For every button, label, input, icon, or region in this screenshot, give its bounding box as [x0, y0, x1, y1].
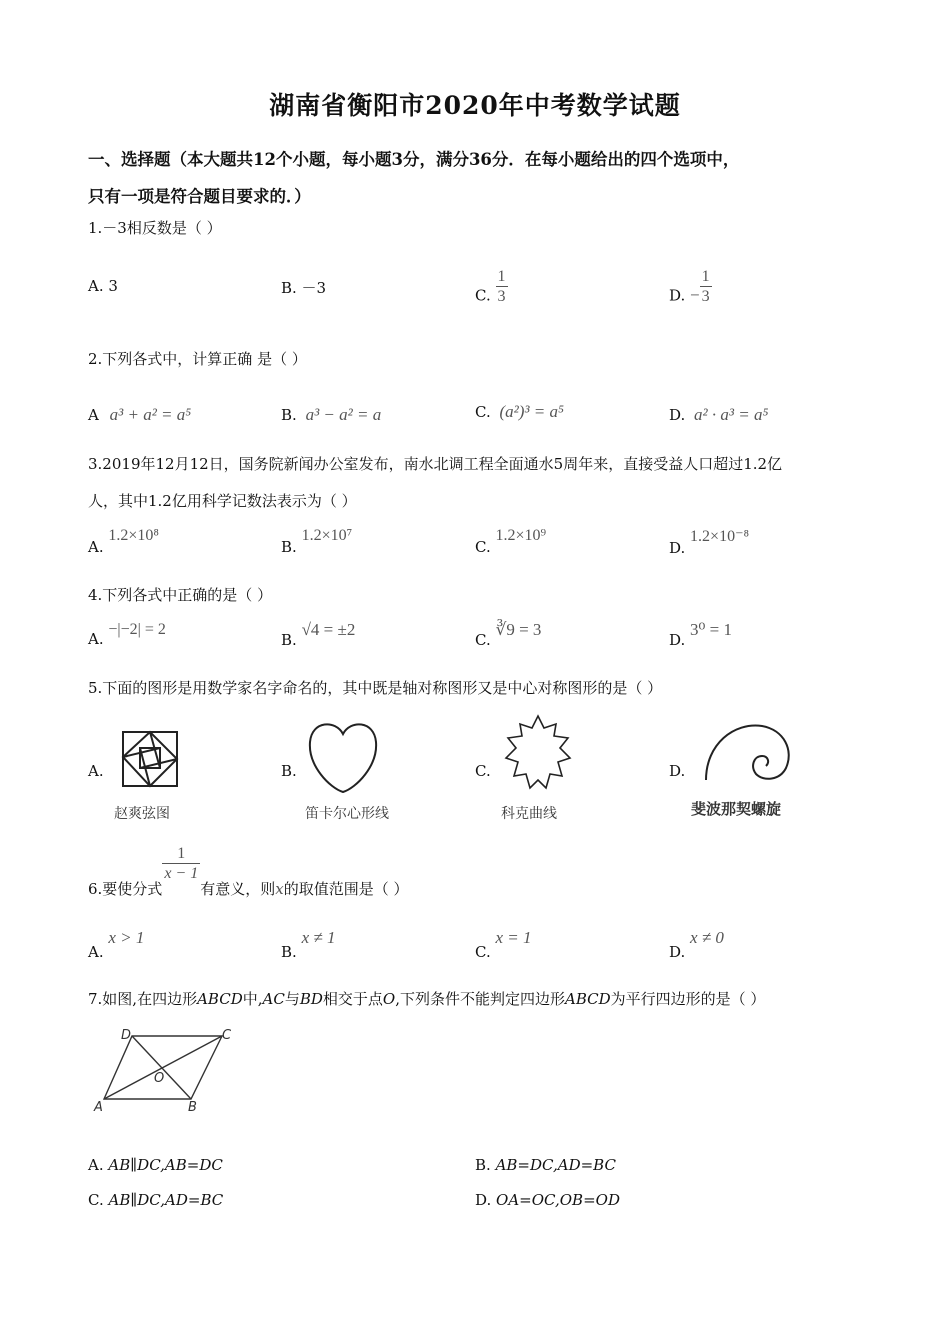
q7-option-a — [88, 1156, 223, 1174]
zhao-shuang-diagram-icon — [116, 728, 182, 790]
q1-option-c-fraction: $\frac{1}{3}$ — [497, 268, 506, 306]
q4-option-c — [475, 620, 542, 649]
q5-option-d-label: D. — [669, 762, 686, 780]
q2-option-a-expr: a³ + a² = a⁵ — [109, 405, 192, 424]
q2-option-d — [669, 405, 768, 425]
q3-option-d-expr: 1.2×10⁻⁸ — [690, 528, 750, 545]
q4-option-c-label: C. — [475, 631, 491, 649]
vertex-label-a: A — [94, 1100, 103, 1115]
q6-option-d-label: D. — [669, 943, 686, 961]
q5-caption-b: 笛卡尔心形线 — [305, 806, 389, 822]
q7-option-d — [475, 1191, 620, 1209]
q1-option-b: B. －3 — [281, 279, 327, 297]
q7-option-c — [88, 1191, 223, 1209]
q2-option-d-expr: a² · a³ = a⁵ — [694, 405, 769, 424]
q6-option-b — [281, 928, 336, 961]
koch-snowflake-icon — [498, 712, 578, 796]
q6-option-d — [669, 928, 724, 961]
q1-option-d — [669, 268, 712, 316]
q1-option-a: A. 3 — [88, 277, 118, 295]
q4-option-b-label: B. — [281, 631, 297, 649]
q6-option-c — [475, 928, 532, 961]
q7-option-b-text: AB=DC,AD=BC — [495, 1156, 616, 1174]
vertex-label-d: D — [121, 1028, 132, 1043]
q3-option-c — [475, 526, 547, 556]
question-2-stem: 2.下列各式中，计算正确 是（ ） — [88, 350, 307, 368]
q1-option-d-fraction: $\frac{1}{3}$ — [701, 268, 710, 306]
q3-option-d — [669, 526, 750, 557]
q2-option-c — [475, 402, 564, 422]
q7-option-b — [475, 1156, 616, 1174]
q6-fraction: $\frac{1}{x - 1}$ — [164, 845, 199, 883]
q3-option-d-label: D. — [669, 539, 686, 557]
q6-stem-middle: 有意义，则 — [200, 879, 276, 898]
q7-option-d-label: D. — [475, 1191, 492, 1209]
question-3-stem-line2: 人，其中1.2亿用科学记数法表示为（ ） — [88, 492, 357, 510]
q7-option-c-text: AB∥DC,AD=BC — [108, 1191, 224, 1209]
section-heading-line2: 只有一项是符合题目要求的．） — [88, 187, 311, 206]
q2-option-c-label: C. — [475, 403, 491, 421]
q6-option-a-label: A. — [88, 943, 104, 961]
question-4-stem: 4.下列各式中正确的是（ ） — [88, 586, 273, 604]
page-title: 湖南省衡阳市2020年中考数学试题 — [269, 91, 681, 120]
q2-option-b-expr: a³ − a² = a — [305, 405, 382, 424]
q4-option-a-expr: −|−2| = 2 — [108, 621, 166, 638]
q3-option-c-label: C. — [475, 538, 491, 556]
q1-option-d-sign: − — [690, 285, 700, 305]
q2-option-c-expr: (a²)³ = a⁵ — [499, 402, 564, 421]
question-1-stem: 1.－3相反数是（ ） — [88, 219, 222, 237]
q5-caption-a: 赵爽弦图 — [114, 806, 170, 822]
q4-option-d-expr: 3⁰ = 1 — [690, 620, 732, 639]
q2-option-b-label: B. — [281, 406, 297, 424]
q5-option-a-label: A. — [88, 762, 104, 780]
q5-caption-c: 科克曲线 — [501, 806, 557, 822]
q6-option-b-label: B. — [281, 943, 297, 961]
q6-option-c-expr: x = 1 — [495, 928, 532, 947]
q6-option-a-expr: x > 1 — [108, 928, 145, 947]
q6-stem-end: 的取值范围是（ ） — [283, 879, 409, 898]
q4-option-a-label: A. — [88, 630, 104, 648]
q6-option-c-label: C. — [475, 943, 491, 961]
q2-option-b — [281, 405, 381, 425]
q7-option-b-label: B. — [475, 1156, 491, 1174]
q4-option-a — [88, 620, 166, 648]
question-3-stem-line1: 3.2019年12月12日，国务院新闻办公室发布，南水北调工程全面通水5周年来，直接受益人口超过1.2亿 — [88, 455, 783, 473]
q6-variable: x — [275, 879, 284, 898]
vertex-label-b: B — [188, 1100, 197, 1115]
parallelogram-figure — [90, 1024, 240, 1116]
q6-stem-prefix: 6.要使分式 — [88, 879, 163, 898]
vertex-label-c: C — [222, 1028, 232, 1043]
q6-option-a — [88, 928, 145, 961]
q3-option-b — [281, 526, 353, 556]
question-6-stem — [88, 844, 409, 898]
q2-option-d-label: D. — [669, 406, 686, 424]
q3-option-a — [88, 526, 159, 556]
q1-option-d-label: D. — [669, 286, 686, 305]
q3-option-c-expr: 1.2×10⁹ — [495, 527, 547, 544]
q3-option-a-expr: 1.2×10⁸ — [108, 527, 159, 544]
q2-option-a-label: A — [88, 406, 99, 424]
q3-option-b-label: B. — [281, 538, 297, 556]
q4-option-d-label: D. — [669, 631, 686, 649]
cardioid-icon — [306, 718, 380, 796]
q4-option-d — [669, 620, 732, 649]
q2-option-a — [88, 405, 191, 425]
vertex-label-o: O — [154, 1071, 165, 1086]
q6-option-b-expr: x ≠ 1 — [301, 928, 336, 947]
q7-option-a-text: AB∥DC,AB=DC — [108, 1156, 223, 1174]
question-5-stem: 5.下面的图形是用数学家名字命名的，其中既是轴对称图形又是中心对称图形的是（ ） — [88, 679, 663, 697]
q6-option-d-expr: x ≠ 0 — [690, 928, 724, 947]
q7-option-a-label: A. — [88, 1156, 104, 1174]
q1-option-c-label: C. — [475, 286, 491, 305]
q5-caption-d: 斐波那契螺旋 — [691, 800, 782, 818]
q4-option-b-expr: √4 = ±2 — [301, 620, 356, 639]
question-7-stem: 7.如图,在四边形ABCD中,AC与BD相交于点O,下列条件不能判定四边形ABCD为平行四边形的是（ ） — [88, 990, 766, 1008]
q4-option-c-expr: ∛9 = 3 — [495, 620, 542, 639]
fibonacci-spiral-icon — [694, 716, 806, 796]
q7-option-d-text: OA=OC,OB=OD — [496, 1191, 620, 1209]
q7-option-c-label: C. — [88, 1191, 104, 1209]
q1-option-c — [475, 268, 508, 316]
q3-option-a-label: A. — [88, 538, 104, 556]
section-heading-line1: 一、选择题（本大题共12个小题，每小题3分，满分36分．在每小题给出的四个选项中， — [88, 150, 740, 169]
q4-option-b — [281, 620, 356, 649]
q5-option-b-label: B. — [281, 762, 297, 780]
q5-option-c-label: C. — [475, 762, 491, 780]
q3-option-b-expr: 1.2×10⁷ — [301, 527, 353, 544]
